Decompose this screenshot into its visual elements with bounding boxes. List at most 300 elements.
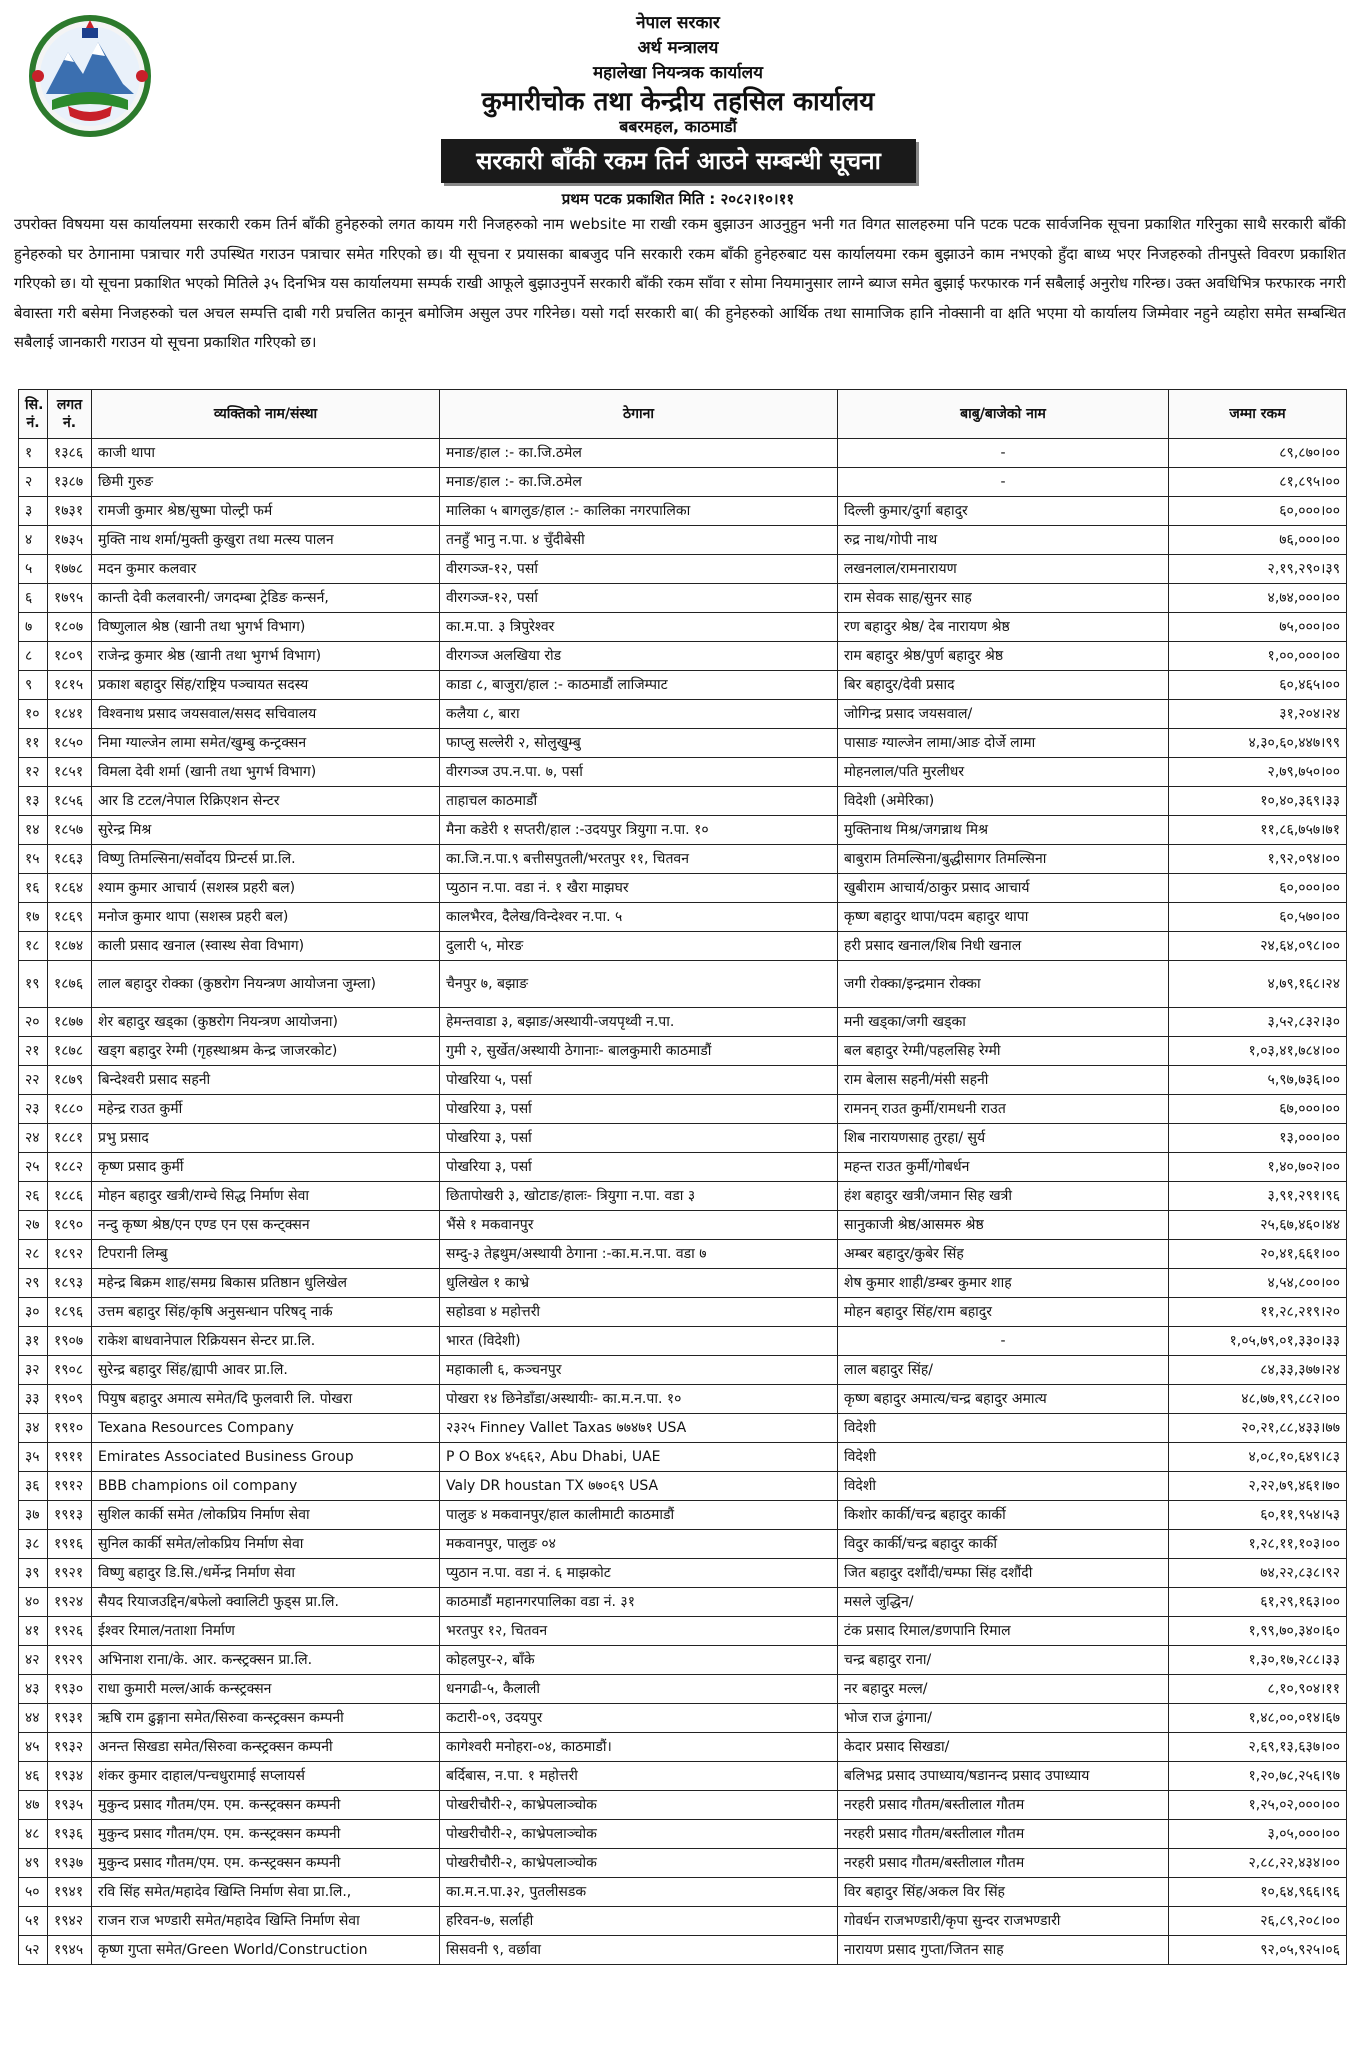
cell-address: कलैया ८, बारा <box>440 700 838 729</box>
cell-address: वीरगञ्ज उप.न.पा. ७, पर्सा <box>440 758 838 787</box>
cell-record-no: १७७८ <box>48 555 92 584</box>
cell-amount: २६,८९,२०८।०० <box>1169 1907 1347 1936</box>
cell-name: राधा कुमारी मल्ल/आर्क कन्स्ट्रक्सन <box>92 1675 440 1704</box>
table-row <box>19 1327 1347 1356</box>
cell-record-no: १८८२ <box>48 1153 92 1182</box>
cell-record-no: १८६९ <box>48 903 92 932</box>
cell-name: नन्दु कृष्ण श्रेष्ठ/एन एण्ड एन एस कन्ट्क्सन <box>92 1211 440 1240</box>
cell-serial: ३६ <box>19 1472 48 1501</box>
cell-serial: २६ <box>19 1182 48 1211</box>
cell-address: धुलिखेल १ काभ्रे <box>440 1269 838 1298</box>
cell-record-no: १८७६ <box>48 961 92 1008</box>
cell-parent-name: लखनलाल/रामनारायण <box>838 555 1169 584</box>
cell-address: महाकाली ६, कञ्चनपुर <box>440 1356 838 1385</box>
cell-serial: ४७ <box>19 1791 48 1820</box>
cell-parent-name: शिब नारायणसाह तुरहा/ सुर्य <box>838 1124 1169 1153</box>
cell-amount: ३,०५,०००।०० <box>1169 1820 1347 1849</box>
cell-serial: १४ <box>19 816 48 845</box>
cell-name: श्याम कुमार आचार्य (सशस्त्र प्रहरी बल) <box>92 874 440 903</box>
cell-parent-name: नरहरी प्रसाद गौतम/बस्तीलाल गौतम <box>838 1849 1169 1878</box>
cell-amount: ६०,०००।०० <box>1169 497 1347 526</box>
cell-parent-name: जगी रोक्का/इन्द्रमान रोक्का <box>838 961 1169 1008</box>
cell-record-no: १८८१ <box>48 1124 92 1153</box>
cell-amount: ८,१०,९०४।११ <box>1169 1675 1347 1704</box>
table-row <box>19 1501 1347 1530</box>
cell-name: राजन राज भण्डारी समेत/महादेव खिम्ति निर्माण सेवा <box>92 1907 440 1936</box>
cell-address: पोखरिया ५, पर्सा <box>440 1066 838 1095</box>
cell-address: का.जि.न.पा.९ बत्तीसपुतली/भरतपुर ११, चितवन <box>440 845 838 874</box>
cell-record-no: १८९३ <box>48 1269 92 1298</box>
cell-serial: १५ <box>19 845 48 874</box>
cell-address: तनहुँ भानु न.पा. ४ चुँदीबेसी <box>440 526 838 555</box>
cell-address: सम्दु-३ तेह्रथुम/अस्थायी ठेगाना :-का.म.न.पा. वडा ७ <box>440 1240 838 1269</box>
cell-address: धनगढी-५, कैलाली <box>440 1675 838 1704</box>
cell-name: राकेश बाधवानेपाल रिक्रियसन सेन्टर प्रा.लि. <box>92 1327 440 1356</box>
cell-serial: ४९ <box>19 1849 48 1878</box>
cell-record-no: १९४२ <box>48 1907 92 1936</box>
cell-record-no: १९१० <box>48 1414 92 1443</box>
cell-address: कालभैरव, दैलेख/विन्देश्वर न.पा. ५ <box>440 903 838 932</box>
cell-amount: ६०,११,९५४।५३ <box>1169 1501 1347 1530</box>
table-row <box>19 1936 1347 1965</box>
cell-parent-name: राम बेलास सहनी/मंसी सहनी <box>838 1066 1169 1095</box>
cell-record-no: १७३१ <box>48 497 92 526</box>
cell-parent-name: टंक प्रसाद रिमाल/डणपानि रिमाल <box>838 1617 1169 1646</box>
cell-parent-name: पासाङ ग्याल्जेन लामा/आङ दोर्जे लामा <box>838 729 1169 758</box>
cell-parent-name: कृष्ण बहादुर थापा/पदम बहादुर थापा <box>838 903 1169 932</box>
table-row <box>19 1414 1347 1443</box>
cell-name: मनोज कुमार थापा (सशस्त्र प्रहरी बल) <box>92 903 440 932</box>
cell-parent-name: गोवर्धन राजभण्डारी/कृपा सुन्दर राजभण्डारी <box>838 1907 1169 1936</box>
cell-address: काडा ८, बाजुरा/हाल :- काठमाडौं लाजिम्पाट <box>440 671 838 700</box>
cell-serial: ४४ <box>19 1704 48 1733</box>
cell-record-no: १९३१ <box>48 1704 92 1733</box>
cell-name: विश्वनाथ प्रसाद जयसवाल/ससद सचिवालय <box>92 700 440 729</box>
cell-amount: १०,६४,९६६।९६ <box>1169 1878 1347 1907</box>
cell-serial: ४८ <box>19 1820 48 1849</box>
cell-parent-name: मोहन बहादुर सिंह/राम बहादुर <box>838 1298 1169 1327</box>
cell-parent-name: किशोर कार्की/चन्द्र बहादुर कार्की <box>838 1501 1169 1530</box>
cell-address: भरतपुर १२, चितवन <box>440 1617 838 1646</box>
cell-parent-name: अम्बर बहादुर/कुबेर सिंह <box>838 1240 1169 1269</box>
notice-title-banner: सरकारी बाँकी रकम तिर्न आउने सम्बन्धी सूचना <box>441 139 916 183</box>
cell-name: महेन्द्र राउत कुर्मी <box>92 1095 440 1124</box>
cell-name: आर डि टटल/नेपाल रिक्रिएशन सेन्टर <box>92 787 440 816</box>
cell-name: कृष्ण प्रसाद कुर्मी <box>92 1153 440 1182</box>
cell-amount: ३,९१,२९१।९६ <box>1169 1182 1347 1211</box>
table-row <box>19 816 1347 845</box>
cell-parent-name: खुबीराम आचार्य/ठाकुर प्रसाद आचार्य <box>838 874 1169 903</box>
cell-serial: ७ <box>19 613 48 642</box>
cell-name: निमा ग्याल्जेन लामा समेत/खुम्बु कन्ट्रक्सन <box>92 729 440 758</box>
cell-address: पोखरीचौरी-२, काभ्रेपलाञ्चोक <box>440 1820 838 1849</box>
cell-amount: ४८,७७,१९,८८२।०० <box>1169 1385 1347 1414</box>
cell-amount: १,०३,४१,७८४।०० <box>1169 1037 1347 1066</box>
department-name: महालेखा नियन्त्रक कार्यालय <box>592 63 764 83</box>
table-row <box>19 1791 1347 1820</box>
cell-amount: ८९,८७०।०० <box>1169 439 1347 468</box>
cell-name: रवि सिंह समेत/महादेव खिम्ति निर्माण सेवा प्रा.लि., <box>92 1878 440 1907</box>
cell-parent-name: हरी प्रसाद खनाल/शिब निधी खनाल <box>838 932 1169 961</box>
cell-name: सुरेन्द्र बहादुर सिंह/ह्यापी आवर प्रा.लि. <box>92 1356 440 1385</box>
cell-amount: १,४०,७०२।०० <box>1169 1153 1347 1182</box>
cell-name: मुक्ति नाथ शर्मा/मुक्ती कुखुरा तथा मत्स्य पालन <box>92 526 440 555</box>
cell-amount: १,४८,००,०१४।६७ <box>1169 1704 1347 1733</box>
cell-serial: ३८ <box>19 1530 48 1559</box>
cell-parent-name: शेष कुमार शाही/डम्बर कुमार शाह <box>838 1269 1169 1298</box>
cell-parent-name: विर बहादुर सिंह/अकल विर सिंह <box>838 1878 1169 1907</box>
cell-name: ईश्वर रिमाल/नताशा निर्माण <box>92 1617 440 1646</box>
cell-name: विमला देवी शर्मा (खानी तथा भुगर्भ विभाग) <box>92 758 440 787</box>
cell-parent-name: रामनन् राउत कुर्मी/रामधनी राउत <box>838 1095 1169 1124</box>
cell-amount: २०,४१,६६१।०० <box>1169 1240 1347 1269</box>
cell-address: वीरगञ्ज-१२, पर्सा <box>440 584 838 613</box>
cell-address: २३२५ Finney Vallet Taxas ७७४७१ USA <box>440 1414 838 1443</box>
cell-parent-name: लाल बहादुर सिंह/ <box>838 1356 1169 1385</box>
cell-record-no: १९३४ <box>48 1762 92 1791</box>
cell-record-no: १८५६ <box>48 787 92 816</box>
cell-record-no: १९३७ <box>48 1849 92 1878</box>
cell-name: सुरेन्द्र मिश्र <box>92 816 440 845</box>
cell-serial: ४० <box>19 1588 48 1617</box>
cell-record-no: १८९० <box>48 1211 92 1240</box>
cell-address: मनाङ/हाल :- का.जि.ठमेल <box>440 439 838 468</box>
table-row <box>19 497 1347 526</box>
table-body <box>19 439 1347 1965</box>
cell-amount: ९२,०५,९२५।०६ <box>1169 1936 1347 1965</box>
cell-record-no: १८७७ <box>48 1008 92 1037</box>
cell-record-no: १८४१ <box>48 700 92 729</box>
cell-name: सुनिल कार्की समेत/लोकप्रिय निर्माण सेवा <box>92 1530 440 1559</box>
cell-serial: ८ <box>19 642 48 671</box>
cell-name: मुकुन्द प्रसाद गौतम/एम. एम. कन्स्ट्रक्सन कम्पनी <box>92 1820 440 1849</box>
cell-name: विष्णु तिमल्सिना/सर्वोदय प्रिन्टर्स प्रा.लि. <box>92 845 440 874</box>
cell-address: पोखरिया ३, पर्सा <box>440 1124 838 1153</box>
cell-serial: ५१ <box>19 1907 48 1936</box>
table-row <box>19 555 1347 584</box>
cell-amount: ६०,४६५।०० <box>1169 671 1347 700</box>
cell-amount: १,२८,११,१०३।०० <box>1169 1530 1347 1559</box>
cell-name: बिन्देश्वरी प्रसाद सहनी <box>92 1066 440 1095</box>
cell-record-no: १८७४ <box>48 932 92 961</box>
cell-serial: ४ <box>19 526 48 555</box>
cell-serial: ३२ <box>19 1356 48 1385</box>
cell-name: कान्ती देवी कलवारनी/ जगदम्बा ट्रेडिङ कन्सर्न, <box>92 584 440 613</box>
cell-name: विष्णुलाल श्रेष्ठ (खानी तथा भुगर्भ विभाग) <box>92 613 440 642</box>
cell-amount: ३,५२,८३२।३० <box>1169 1008 1347 1037</box>
cell-parent-name: रुद्र नाथ/गोपी नाथ <box>838 526 1169 555</box>
cell-record-no: १९२१ <box>48 1559 92 1588</box>
cell-record-no: १८१५ <box>48 671 92 700</box>
table-row <box>19 1733 1347 1762</box>
cell-address: कोहलपुर-२, बाँके <box>440 1646 838 1675</box>
table-row <box>19 1472 1347 1501</box>
cell-parent-name: नरहरी प्रसाद गौतम/बस्तीलाल गौतम <box>838 1791 1169 1820</box>
table-row <box>19 1588 1347 1617</box>
cell-address: कागेश्वरी मनोहरा-०४, काठमाडौं। <box>440 1733 838 1762</box>
col-header-address: ठेगाना <box>440 390 838 439</box>
cell-address: पालुङ ४ मकवानपुर/हाल कालीमाटी काठमाडौं <box>440 1501 838 1530</box>
table-row <box>19 1617 1347 1646</box>
cell-address: पोखरिया ३, पर्सा <box>440 1095 838 1124</box>
cell-amount: ६०,५७०।०० <box>1169 903 1347 932</box>
cell-address: सिसवनी ९, वर्छावा <box>440 1936 838 1965</box>
cell-parent-name: महन्त राउत कुर्मी/गोबर्धन <box>838 1153 1169 1182</box>
cell-parent-name: राम बहादुर श्रेष्ठ/पुर्ण बहादुर श्रेष्ठ <box>838 642 1169 671</box>
cell-name: विष्णु बहादुर डि.सि./धर्मेन्द्र निर्माण सेवा <box>92 1559 440 1588</box>
table-row <box>19 1762 1347 1791</box>
cell-name: अनन्त सिखडा समेत/सिरुवा कन्स्ट्रक्सन कम्पनी <box>92 1733 440 1762</box>
cell-parent-name: नर बहादुर मल्ल/ <box>838 1675 1169 1704</box>
cell-amount: ४,७४,०००।०० <box>1169 584 1347 613</box>
cell-address: मैना कडेरी १ सप्तरी/हाल :-उदयपुर त्रियुगा न.पा. १० <box>440 816 838 845</box>
cell-record-no: १९२६ <box>48 1617 92 1646</box>
cell-address: कटारी-०९, उदयपुर <box>440 1704 838 1733</box>
cell-name: प्रकाश बहादुर सिंह/राष्ट्रिय पञ्चायत सदस्य <box>92 671 440 700</box>
cell-address: ताहाचल काठमाडौं <box>440 787 838 816</box>
cell-amount: १,२०,७८,२५६।९७ <box>1169 1762 1347 1791</box>
cell-parent-name: बल बहादुर रेग्मी/पहलसिह रेग्मी <box>838 1037 1169 1066</box>
cell-record-no: १८७९ <box>48 1066 92 1095</box>
col-header-parent-name: बाबु/बाजेको नाम <box>838 390 1169 439</box>
cell-amount: ३१,२०४।२४ <box>1169 700 1347 729</box>
cell-serial: १२ <box>19 758 48 787</box>
table-row <box>19 671 1347 700</box>
table-row <box>19 1356 1347 1385</box>
cell-address: बर्दिबास, न.पा. १ महोत्तरी <box>440 1762 838 1791</box>
cell-serial: ३० <box>19 1298 48 1327</box>
table-row <box>19 932 1347 961</box>
cell-amount: ६७,०००।०० <box>1169 1095 1347 1124</box>
cell-serial: २० <box>19 1008 48 1037</box>
cell-serial: ११ <box>19 729 48 758</box>
table-row <box>19 1646 1347 1675</box>
cell-name: छिमी गुरुङ <box>92 468 440 497</box>
publication-date: प्रथम पटक प्रकाशित मिति : २०८२।१०।११ <box>561 190 795 208</box>
cell-serial: ३१ <box>19 1327 48 1356</box>
cell-address: मनाङ/हाल :- का.जि.ठमेल <box>440 468 838 497</box>
table-row <box>19 1820 1347 1849</box>
cell-record-no: १८८० <box>48 1095 92 1124</box>
cell-serial: ५० <box>19 1878 48 1907</box>
cell-amount: १,९९,७०,३४०।६० <box>1169 1617 1347 1646</box>
cell-parent-name: भोज राज ढुंगाना/ <box>838 1704 1169 1733</box>
cell-amount: २,७९,७५०।०० <box>1169 758 1347 787</box>
cell-address: छितापोखरी ३, खोटाङ/हालः- त्रियुगा न.पा. वडा ३ <box>440 1182 838 1211</box>
cell-name: मोहन बहादुर खत्री/राम्चे सिद्ध निर्माण सेवा <box>92 1182 440 1211</box>
cell-name: मुकुन्द प्रसाद गौतम/एम. एम. कन्स्ट्रक्सन कम्पनी <box>92 1849 440 1878</box>
cell-name: शंकर कुमार दाहाल/पन्चधुरामाई सप्लायर्स <box>92 1762 440 1791</box>
cell-record-no: १८६३ <box>48 845 92 874</box>
cell-serial: ४३ <box>19 1675 48 1704</box>
cell-name: मदन कुमार कलवार <box>92 555 440 584</box>
cell-name: Texana Resources Company <box>92 1414 440 1443</box>
cell-amount: ७५,०००।०० <box>1169 613 1347 642</box>
table-row <box>19 642 1347 671</box>
cell-address: दुलारी ५, मोरङ <box>440 932 838 961</box>
cell-name: ऋषि राम ढुङ्गाना समेत/सिरुवा कन्स्ट्रक्सन कम्पनी <box>92 1704 440 1733</box>
cell-address: फाप्लु सल्लेरी २, सोलुखुम्बु <box>440 729 838 758</box>
cell-parent-name: नारायण प्रसाद गुप्ता/जितन साह <box>838 1936 1169 1965</box>
cell-record-no: १९४५ <box>48 1936 92 1965</box>
cell-serial: २५ <box>19 1153 48 1182</box>
table-row <box>19 1675 1347 1704</box>
cell-serial: १३ <box>19 787 48 816</box>
cell-serial: १० <box>19 700 48 729</box>
cell-record-no: १८०७ <box>48 613 92 642</box>
col-header-name: व्यक्तिको नाम/संस्था <box>92 390 440 439</box>
cell-serial: ५ <box>19 555 48 584</box>
table-row <box>19 613 1347 642</box>
cell-amount: २०,२१,८८,४३३।७७ <box>1169 1414 1347 1443</box>
cell-name: शेर बहादुर खड्का (कुष्ठरोग नियन्त्रण आयोजना) <box>92 1008 440 1037</box>
cell-serial: ३३ <box>19 1385 48 1414</box>
cell-amount: ७४,२२,८३८।९२ <box>1169 1559 1347 1588</box>
cell-serial: २७ <box>19 1211 48 1240</box>
cell-record-no: १९१६ <box>48 1530 92 1559</box>
ministry-name: अर्थ मन्त्रालय <box>637 38 719 58</box>
cell-amount: १,२५,०२,०००।०० <box>1169 1791 1347 1820</box>
table-row <box>19 1907 1347 1936</box>
cell-name: खड्ग बहादुर रेग्मी (गृहस्थाश्रम केन्द्र जाजरकोट) <box>92 1037 440 1066</box>
table-row <box>19 1878 1347 1907</box>
cell-record-no: १९३२ <box>48 1733 92 1762</box>
table-header-row <box>19 390 1347 439</box>
cell-parent-name: रण बहादुर श्रेष्ठ/ देब नारायण श्रेष्ठ <box>838 613 1169 642</box>
cell-serial: १९ <box>19 961 48 1008</box>
cell-serial: ३९ <box>19 1559 48 1588</box>
cell-parent-name: मोहनलाल/पति मुरलीधर <box>838 758 1169 787</box>
cell-record-no: १८५० <box>48 729 92 758</box>
cell-parent-name: विदेशी <box>838 1414 1169 1443</box>
cell-serial: ९ <box>19 671 48 700</box>
cell-serial: १ <box>19 439 48 468</box>
cell-name: सुशिल कार्की समेत /लोकप्रिय निर्माण सेवा <box>92 1501 440 1530</box>
cell-parent-name: मसले जुद्धिन/ <box>838 1588 1169 1617</box>
cell-record-no: १९३० <box>48 1675 92 1704</box>
cell-record-no: १८९२ <box>48 1240 92 1269</box>
cell-address: वीरगञ्ज-१२, पर्सा <box>440 555 838 584</box>
cell-amount: २४,६४,०९८।०० <box>1169 932 1347 961</box>
cell-amount: १,०५,७९,०१,३३०।३३ <box>1169 1327 1347 1356</box>
cell-serial: २९ <box>19 1269 48 1298</box>
cell-amount: १,३०,१७,२८८।३३ <box>1169 1646 1347 1675</box>
cell-parent-name: केदार प्रसाद सिखडा/ <box>838 1733 1169 1762</box>
notice-body-paragraph: उपरोक्त विषयमा यस कार्यालयमा सरकारी रकम तिर्न बाँकी हुनेहरुको लगत कायम गरी निजहरुको नाम website मा राखी रकम बुझाउन आउनुहुन भनी गत विगत सालहरुमा पनि पटक पटक सार्वजनिक सूचना प्रकाशित गरिनुका साथै सरकारी बाँकी हुनेहरुको घर ठेगानामा पत्राचार गरी उपस्थित गराउन पत्राचार समेत गरिएको छ। यी सूचना र प्रयासका बाबजुद पनि सरकारी रकम बाँकी हुनेहरुबाट यस कार्यालयमा रकम बुझाउने काम नभएको हुँदा बाध्य भएर निजहरुको तीनपुस्ते विवरण प्रकाशित गरिएको छ। यो सूचना प्रकाशित भएको मितिले ३५ दिनभित्र यस कार्यालयमा सम्पर्क राखी आफूले बुझाउनुपर्ने सरकारी बाँकी रकम साँवा र सोमा नियमानुसार लाग्ने ब्याज समेत बुझाई फरफारक गर्न सबैलाई अनुरोध गरिन्छ। उक्त अवधिभित्र फरफारक नगरी बेवास्ता गरी बसेमा निजहरुको चल अचल सम्पत्ति दाबी गरी प्रचलित कानून बमोजिम असुल उपर गरिनेछ। यसो गर्दा सरकारी बा( की हुनेहरुको आर्थिक तथा सामाजिक हानि नोक्सानी वा क्षति भएमा यो कार्यालय जिम्मेवार नहुने व्यहोरा समेत सम्बन्धित सबैलाई जानकारी गराउन यो सूचना प्रकाशित गरिएको छ। <box>14 216 1346 352</box>
cell-amount: ७६,०००।०० <box>1169 526 1347 555</box>
table-row <box>19 1153 1347 1182</box>
cell-record-no: १९११ <box>48 1443 92 1472</box>
cell-record-no: १९४१ <box>48 1878 92 1907</box>
cell-amount: ४,५४,८००।०० <box>1169 1269 1347 1298</box>
table-row <box>19 1530 1347 1559</box>
cell-record-no: १८०९ <box>48 642 92 671</box>
cell-record-no: १९१२ <box>48 1472 92 1501</box>
table-row <box>19 1124 1347 1153</box>
table-row <box>19 1240 1347 1269</box>
cell-amount: ६०,०००।०० <box>1169 874 1347 903</box>
cell-record-no: १९३५ <box>48 1791 92 1820</box>
cell-parent-name: दिल्ली कुमार/दुर्गा बहादुर <box>838 497 1169 526</box>
cell-name: काली प्रसाद खनाल (स्वास्थ सेवा विभाग) <box>92 932 440 961</box>
table-row <box>19 1211 1347 1240</box>
cell-serial: ३ <box>19 497 48 526</box>
cell-address: पोखरीचौरी-२, काभ्रेपलाञ्चोक <box>440 1791 838 1820</box>
notice-header <box>0 0 1356 188</box>
cell-parent-name: बिर बहादुर/देवी प्रसाद <box>838 671 1169 700</box>
cell-parent-name: सानुकाजी श्रेष्ठ/आसमरु श्रेष्ठ <box>838 1211 1169 1240</box>
cell-name: Emirates Associated Business Group <box>92 1443 440 1472</box>
cell-parent-name: चन्द्र बहादुर राना/ <box>838 1646 1169 1675</box>
cell-address: मालिका ५ बागलुङ/हाल :- कालिका नगरपालिका <box>440 497 838 526</box>
cell-serial: ४६ <box>19 1762 48 1791</box>
cell-amount: ४,७९,१६८।२४ <box>1169 961 1347 1008</box>
cell-amount: ५,९७,७३६।०० <box>1169 1066 1347 1095</box>
table-row <box>19 1385 1347 1414</box>
cell-record-no: १३८६ <box>48 439 92 468</box>
office-name: कुमारीचोक तथा केन्द्रीय तहसिल कार्यालय <box>481 87 875 117</box>
table-row <box>19 787 1347 816</box>
col-header-serial: सि. नं. <box>19 390 48 439</box>
cell-address: सहोडवा ४ महोत्तरी <box>440 1298 838 1327</box>
cell-record-no: १८७८ <box>48 1037 92 1066</box>
cell-name: महेन्द्र बिक्रम शाह/समग्र बिकास प्रतिष्ठान धुलिखेल <box>92 1269 440 1298</box>
cell-address: मकवानपुर, पालुङ ०४ <box>440 1530 838 1559</box>
cell-record-no: १७३५ <box>48 526 92 555</box>
cell-parent-name: - <box>838 468 1169 497</box>
cell-record-no: १८५७ <box>48 816 92 845</box>
cell-serial: ३७ <box>19 1501 48 1530</box>
table-row <box>19 1095 1347 1124</box>
cell-record-no: १९०९ <box>48 1385 92 1414</box>
table-row <box>19 1704 1347 1733</box>
table-row <box>19 903 1347 932</box>
cell-serial: १७ <box>19 903 48 932</box>
table-row <box>19 729 1347 758</box>
cell-address: पोखरिया ३, पर्सा <box>440 1153 838 1182</box>
cell-parent-name: जोगिन्द्र प्रसाद जयसवाल/ <box>838 700 1169 729</box>
cell-parent-name: मुक्तिनाथ मिश्र/जगन्नाथ मिश्र <box>838 816 1169 845</box>
col-header-total-amount: जम्मा रकम <box>1169 390 1347 439</box>
dues-table <box>18 389 1347 1965</box>
cell-parent-name: बलिभद्र प्रसाद उपाध्याय/षडानन्द प्रसाद उपाध्याय <box>838 1762 1169 1791</box>
cell-serial: १८ <box>19 932 48 961</box>
table-row <box>19 1559 1347 1588</box>
cell-parent-name: विदुर कार्की/चन्द्र बहादुर कार्की <box>838 1530 1169 1559</box>
cell-parent-name: विदेशी <box>838 1443 1169 1472</box>
table-row <box>19 1269 1347 1298</box>
col-header-record-no: लगत नं. <box>48 390 92 439</box>
cell-name: अभिनाश राना/के. आर. कन्स्ट्रक्सन प्रा.लि. <box>92 1646 440 1675</box>
government-name: नेपाल सरकार <box>636 13 720 33</box>
cell-address: हेमन्तवाडा ३, बझाङ/अस्थायी-जयपृथ्वी न.पा. <box>440 1008 838 1037</box>
cell-serial: २२ <box>19 1066 48 1095</box>
table-row <box>19 1182 1347 1211</box>
cell-record-no: १९२९ <box>48 1646 92 1675</box>
table-row <box>19 1849 1347 1878</box>
cell-record-no: १८६४ <box>48 874 92 903</box>
cell-parent-name: - <box>838 1327 1169 1356</box>
cell-record-no: १९०८ <box>48 1356 92 1385</box>
cell-parent-name: - <box>838 439 1169 468</box>
cell-address: भैंसे १ मकवानपुर <box>440 1211 838 1240</box>
cell-address: प्युठान न.पा. वडा नं. १ खैरा माझघर <box>440 874 838 903</box>
cell-serial: २८ <box>19 1240 48 1269</box>
cell-address: काठमाडौं महानगरपालिका वडा नं. ३१ <box>440 1588 838 1617</box>
cell-name: लाल बहादुर रोक्का (कुष्ठरोग नियन्त्रण आयोजना जुम्ला) <box>92 961 440 1008</box>
cell-address: पोखरीचौरी-२, काभ्रेपलाञ्चोक <box>440 1849 838 1878</box>
cell-serial: ५२ <box>19 1936 48 1965</box>
